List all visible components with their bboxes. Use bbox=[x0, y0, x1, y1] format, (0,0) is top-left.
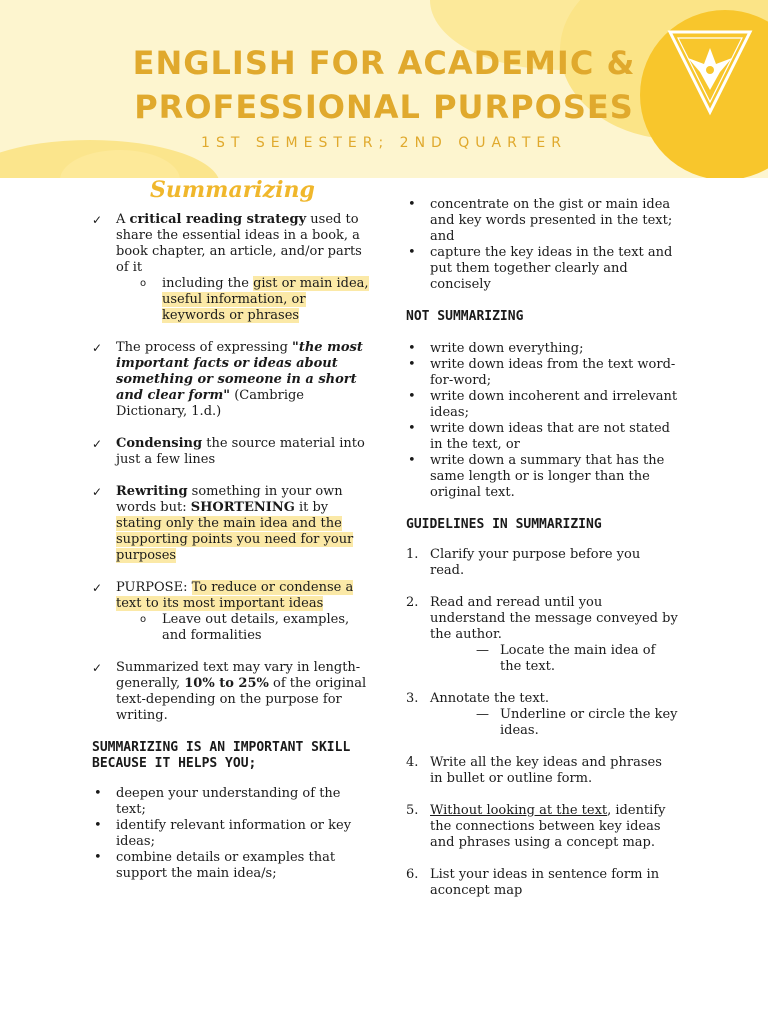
guideline-item: 6. List your ideas in sentence form in aconcept map bbox=[406, 867, 660, 898]
bullet-icon: • bbox=[408, 341, 416, 356]
list-item: • write down a summary that has the same length or is longer than the original text. bbox=[408, 453, 665, 500]
bullet-icon: • bbox=[408, 421, 416, 436]
bullet-icon: • bbox=[408, 197, 416, 212]
page-subtitle: 1ST SEMESTER; 2ND QUARTER bbox=[201, 135, 567, 151]
bullet-icon: • bbox=[94, 786, 102, 801]
list-item: • write down incoherent and irrelevant ideas; bbox=[408, 389, 678, 420]
check-item: ✓ A critical reading strategy used to share the essential ideas in a book, a book chapter, an article, and/or parts of it bbox=[92, 212, 362, 275]
list-item: • deepen your understanding of the text; bbox=[94, 786, 341, 817]
section-title: Summarizing bbox=[150, 177, 315, 203]
page-title-line1: ENGLISH FOR ACADEMIC & bbox=[132, 44, 636, 82]
guideline-item: 1. Clarify your purpose before you read. bbox=[406, 547, 641, 578]
check-item: ✓ PURPOSE: To reduce or condense a text to its most important ideas bbox=[92, 580, 354, 611]
check-icon: ✓ bbox=[92, 341, 103, 355]
check-icon: ✓ bbox=[92, 437, 103, 451]
right-column bbox=[406, 197, 678, 899]
guideline-sub-item: — Locate the main idea of the text. bbox=[476, 643, 656, 674]
left-column bbox=[92, 178, 370, 882]
check-icon: ✓ bbox=[92, 661, 103, 675]
list-item: • combine details or examples that support the main idea/s; bbox=[94, 850, 336, 881]
guideline-item: 4. Write all the key ideas and phrases in bullet or outline form. bbox=[406, 755, 662, 786]
check-icon: ✓ bbox=[92, 581, 103, 595]
guideline-item: 2. Read and reread until you understand the message conveyed by the author. bbox=[406, 595, 678, 642]
header-banner bbox=[0, 0, 768, 178]
dash-icon: — bbox=[476, 707, 489, 722]
bullet-icon: • bbox=[94, 818, 102, 833]
dash-icon: — bbox=[476, 643, 489, 658]
list-item: • write down ideas from the text word- for-word; bbox=[408, 357, 676, 388]
sub-item: o Leave out details, examples, and formalities bbox=[140, 612, 350, 643]
skill-heading: SUMMARIZING IS AN IMPORTANT SKILL BECAUSE IT HELPS YOU; bbox=[92, 740, 351, 771]
check-item: ✓ The process of expressing "the most important facts or ideas about something or someone in a short and clear form" (Cambrige Dictionary, 1.d.) bbox=[92, 340, 363, 419]
sub-item: o including the gist or main idea, useful information, or keywords or phrases bbox=[140, 276, 369, 323]
circle-bullet-icon: o bbox=[140, 614, 147, 625]
check-icon: ✓ bbox=[92, 485, 103, 499]
list-item: • concentrate on the gist or main idea and key words presented in the text; and bbox=[408, 197, 673, 244]
list-item: • identify relevant information or key ideas; bbox=[94, 818, 352, 849]
not-summarizing-heading: NOT SUMMARIZING bbox=[406, 309, 524, 324]
bullet-icon: • bbox=[408, 357, 416, 372]
check-item: ✓ Rewriting something in your own words but: SHORTENING it by stating only the main idea and the supporting points you need for your purposes bbox=[92, 484, 354, 563]
circle-bullet-icon: o bbox=[140, 278, 147, 289]
list-item: • capture the key ideas in the text and put them together clearly and concisely bbox=[408, 245, 673, 292]
guidelines-heading: GUIDELINES IN SUMMARIZING bbox=[406, 517, 602, 532]
bullet-icon: • bbox=[94, 850, 102, 865]
check-icon: ✓ bbox=[92, 213, 103, 227]
bullet-icon: • bbox=[408, 453, 416, 468]
list-item: • write down everything; bbox=[408, 341, 584, 356]
page-title-line2: PROFESSIONAL PURPOSES bbox=[134, 88, 634, 126]
check-item: ✓ Condensing the source material into just a few lines bbox=[92, 436, 365, 467]
guideline-sub-item: — Underline or circle the key ideas. bbox=[476, 707, 678, 738]
bullet-icon: • bbox=[408, 389, 416, 404]
check-item: ✓ Summarized text may vary in length-generally, 10% to 25% of the original text-depending on the purpose for writing. bbox=[92, 660, 367, 723]
bullet-icon: • bbox=[408, 245, 416, 260]
guideline-item: 3. Annotate the text. bbox=[406, 691, 550, 706]
list-item: • write down ideas that are not stated in the text, or bbox=[408, 421, 670, 452]
guideline-item: 5. Without looking at the text, identify the connections between key ideas and phrases using a concept map. bbox=[406, 803, 666, 850]
